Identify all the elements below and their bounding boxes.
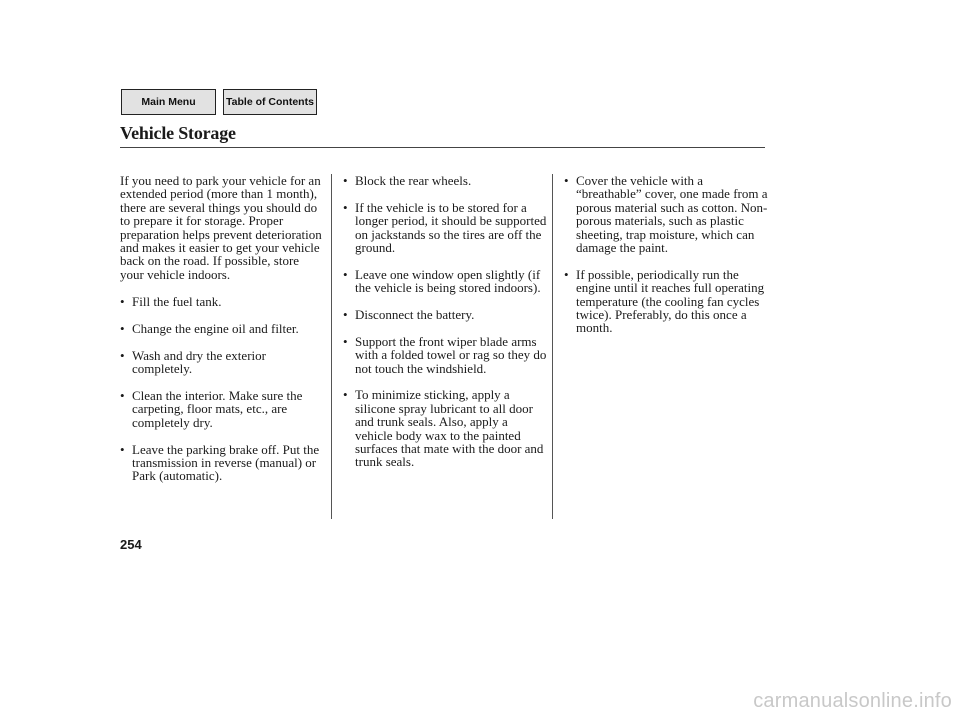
list-item: • Support the front wiper blade arms with a folded towel or rag so they do not touch the windshield. [343,335,548,375]
list-item: • If possible, periodically run the engine until it reaches full operating temperature (the cooling fan cycles twice). Preferably, do this once a month. [564,268,769,335]
list-item: • Wash and dry the exterior completely. [120,349,325,376]
list-item: • Leave one window open slightly (if the vehicle is being stored indoors). [343,268,548,295]
list-item: • Leave the parking brake off. Put the transmission in reverse (manual) or Park (automatic). [120,443,325,483]
column-divider [331,174,332,519]
main-menu-button[interactable]: Main Menu [121,89,216,115]
column-2 [343,174,548,482]
list-item: • Block the rear wheels. [343,174,548,187]
list-item: • Change the engine oil and filter. [120,322,325,335]
list-item: • Clean the interior. Make sure the carpeting, floor mats, etc., are completely dry. [120,389,325,429]
list-item: • Disconnect the battery. [343,308,548,321]
column-3 [564,174,769,348]
watermark: carmanualsonline.info [753,690,952,712]
list-item: • To minimize sticking, apply a silicone spray lubricant to all door and trunk seals. Also, apply a vehicle body wax to the painted surfaces that mate with the door and trunk seals. [343,388,548,468]
page-title: Vehicle Storage [120,123,236,143]
list-item: • Cover the vehicle with a “breathable” cover, one made from a porous material such as cotton. Non-porous materials, such as plastic sheeting, trap moisture, which can damage the paint. [564,174,769,254]
title-divider [120,147,765,148]
list-item: • If the vehicle is to be stored for a longer period, it should be supported on jackstands so the tires are off the ground. [343,201,548,255]
page-number: 254 [120,537,142,552]
table-of-contents-button[interactable]: Table of Contents [223,89,317,115]
column-1 [120,174,325,496]
list-item: • Fill the fuel tank. [120,295,325,308]
column-divider [552,174,553,519]
intro-paragraph: If you need to park your vehicle for an extended period (more than 1 month), there are several things you should do to prepare it for storage. Proper preparation helps prevent deterioration and makes it easier to get your vehicle back on the road. If possible, store your vehicle indoors. [120,173,322,282]
